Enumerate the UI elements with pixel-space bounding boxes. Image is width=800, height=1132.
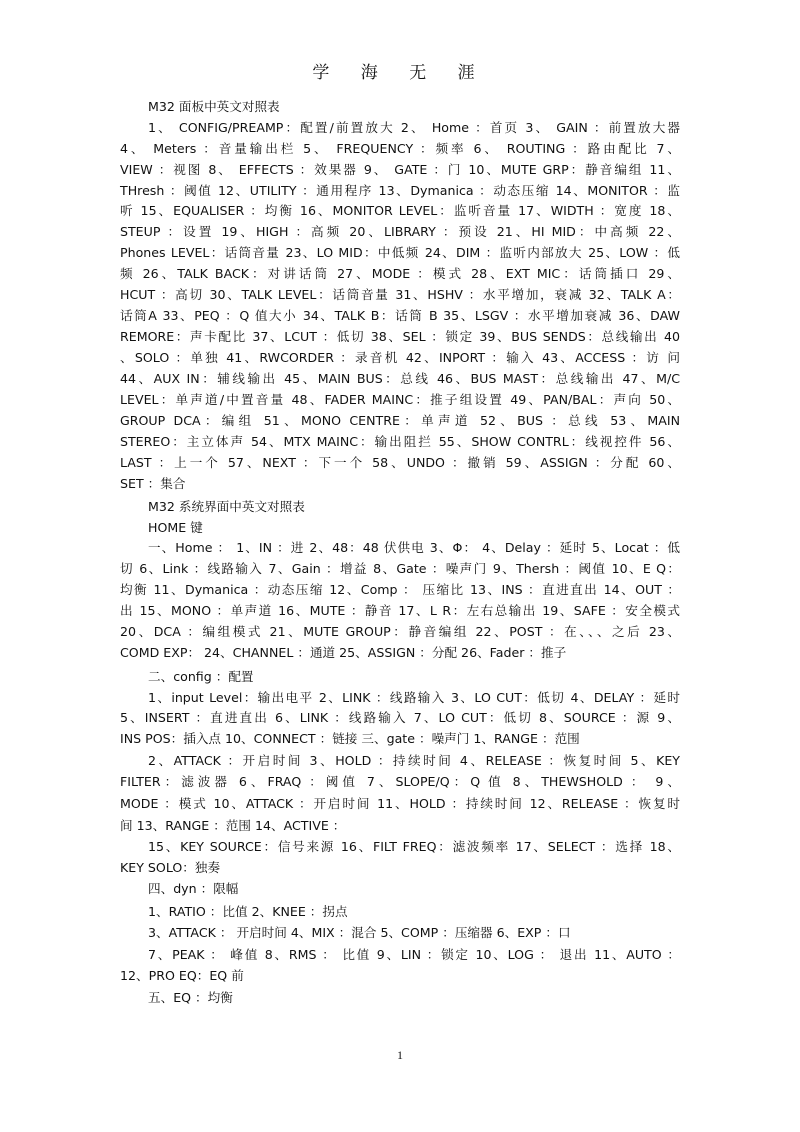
text-line: 44、AUX IN：辅线输出 45、MAIN BUS：总线 46、BUS MAST：总线输出 47、M/C bbox=[120, 371, 680, 386]
text-line: LEVEL：单声道/中置音量 48、FADER MAINC：推子组设置 49、PAN/BAL：声向 50、 bbox=[120, 392, 680, 407]
text-line: 间 13、RANGE ：范围 14、ACTIVE ： bbox=[120, 818, 346, 833]
text-line: HCUT ：高切 30、TALK LEVEL：话筒音量 31、HSHV ：水平增加，衰减 32、TALK A： bbox=[120, 287, 680, 302]
text-line: KEY SOLO：独奏 bbox=[120, 860, 221, 875]
text-line: Phones LEVEL：话筒音量 23、LO MID：中低频 24、DIM ：监听内部放大 25、LOW ：低 bbox=[120, 245, 680, 260]
text-line: 1、RATIO ：比值 2、KNEE ：拐点 bbox=[148, 904, 348, 919]
text-line: 四、dyn ：限幅 bbox=[148, 881, 239, 896]
text-line: COMD EXP： 24、CHANNEL ：通道 25、ASSIGN ：分配 26、Fader ：推子 bbox=[120, 645, 567, 660]
text-line: 均衡 11、Dymanica ：动态压缩 12、Comp ： 压缩比 13、INS ：直进直出 14、OUT ： bbox=[120, 582, 680, 597]
text-line: M32 面板中英文对照表 bbox=[148, 99, 280, 114]
text-line: 、SOLO ：单独 41、RWCORDER ：录音机 42、INPORT ：输入 43、ACCESS ：访 问 bbox=[120, 350, 680, 365]
text-line: 4、 Meters ：音量输出栏 5、 FREQUENCY ：频率 6、 ROUTING ：路由配比 7、 bbox=[120, 141, 680, 156]
text-line: THresh ：阈值 12、UTILITY ：通用程序 13、Dymanica ：动态压缩 14、MONITOR ：监 bbox=[120, 183, 680, 198]
text-line: M32 系统界面中英文对照表 bbox=[148, 499, 305, 514]
text-line: 切 6、Link ：线路输入 7、Gain ：增益 8、Gate ：噪声门 9、Thersh ：阈值 10、E Q： bbox=[120, 561, 680, 576]
text-line: 1、input Level：输出电平 2、LINK ：线路输入 3、LO CUT：低切 4、DELAY ：延时 bbox=[148, 690, 680, 705]
text-line: INS POS：插入点 10、CONNECT ：链接 三、gate ：噪声门 1、RANGE ：范围 bbox=[120, 731, 580, 746]
text-line: 频 26、TALK BACK：对讲话筒 27、MODE ：模式 28、EXT MIC：话筒插口 29、 bbox=[120, 266, 680, 281]
text-line: 20、DCA ：编组模式 21、MUTE GROUP：静音编组 22、POST ：在、、、之后 23、 bbox=[120, 624, 680, 639]
text-line: STEUP ：设置 19、HIGH ：高频 20、LIBRARY ：预设 21、HI MID：中高频 22、 bbox=[120, 224, 680, 239]
text-line: 2、ATTACK ：开启时间 3、HOLD ：持续时间 4、RELEASE ：恢复时间 5、KEY bbox=[148, 753, 680, 768]
text-line: 二、config ：配置 bbox=[148, 669, 254, 684]
text-line: 7、PEAK ： 峰值 8、RMS ： 比值 9、LIN ：锁定 10、LOG ： 退出 11、AUTO ： bbox=[148, 947, 680, 962]
text-line: GROUP DCA：编组 51、MONO CENTRE：单声道 52、BUS ：总线 53、MAIN bbox=[120, 413, 680, 428]
page-number: 1 bbox=[397, 1048, 403, 1062]
text-line: 话筒A 33、PEQ ：Q 值大小 34、TALK B：话筒 B 35、LSGV ：水平增加衰减 36、DAW bbox=[120, 308, 680, 323]
text-line: FILTER：滤波器 6、FRAQ ：阈值 7、SLOPE/Q：Q 值 8、THEWSHOLD ： 9、 bbox=[120, 774, 680, 789]
text-line: 12、PRO EQ：EQ 前 bbox=[120, 968, 244, 983]
text-line: VIEW ：视图 8、 EFFECTS ：效果器 9、 GATE ：门 10、MUTE GRP：静音编组 11、 bbox=[120, 162, 680, 177]
text-line: MODE ：模式 10、ATTACK ：开启时间 11、HOLD ：持续时间 12、RELEASE ：恢复时 bbox=[120, 796, 680, 811]
text-line: 听 15、EQUALISER ：均衡 16、MONITOR LEVEL：监听音量 17、WIDTH ：宽度 18、 bbox=[120, 203, 680, 218]
page-header: 学 海 无 涯 bbox=[312, 63, 488, 83]
text-line: 3、ATTACK ： 开启时间 4、MIX ：混合 5、COMP ：压缩器 6、EXP ：口 bbox=[148, 925, 571, 940]
text-line: REMORE：声卡配比 37、LCUT ：低切 38、SEL ：锁定 39、BUS SENDS：总线输出 40 bbox=[120, 329, 680, 344]
text-line: 5、INSERT ：直进直出 6、LINK ：线路输入 7、LO CUT：低切 8、SOURCE ：源 9、 bbox=[120, 710, 680, 725]
text-line: 15、KEY SOURCE：信号来源 16、FILT FREQ：滤波频率 17、SELECT ：选择 18、 bbox=[148, 839, 680, 854]
text-line: HOME 键 bbox=[148, 520, 203, 535]
text-line: STEREO：主立体声 54、MTX MAINC：输出阻拦 55、SHOW CONTRL：线视控件 56、 bbox=[120, 434, 680, 449]
text-line: 出 15、MONO ：单声道 16、MUTE ：静音 17、L R：左右总输出 19、SAFE ：安全模式 bbox=[120, 603, 680, 618]
text-line: SET ：集合 bbox=[120, 476, 186, 491]
text-line: 一、Home ： 1、IN ：进 2、48：48 伏供电 3、Φ： 4、Delay ：延时 5、Locat ：低 bbox=[148, 540, 680, 555]
text-line: LAST ：上一个 57、NEXT ：下一个 58、UNDO ：撤销 59、ASSIGN ：分配 60、 bbox=[120, 455, 680, 470]
text-line: 五、EQ ：均衡 bbox=[148, 990, 233, 1005]
text-line: 1、 CONFIG/PREAMP：配置/前置放大 2、 Home ：首页 3、 GAIN ：前置放大器 bbox=[148, 120, 680, 135]
